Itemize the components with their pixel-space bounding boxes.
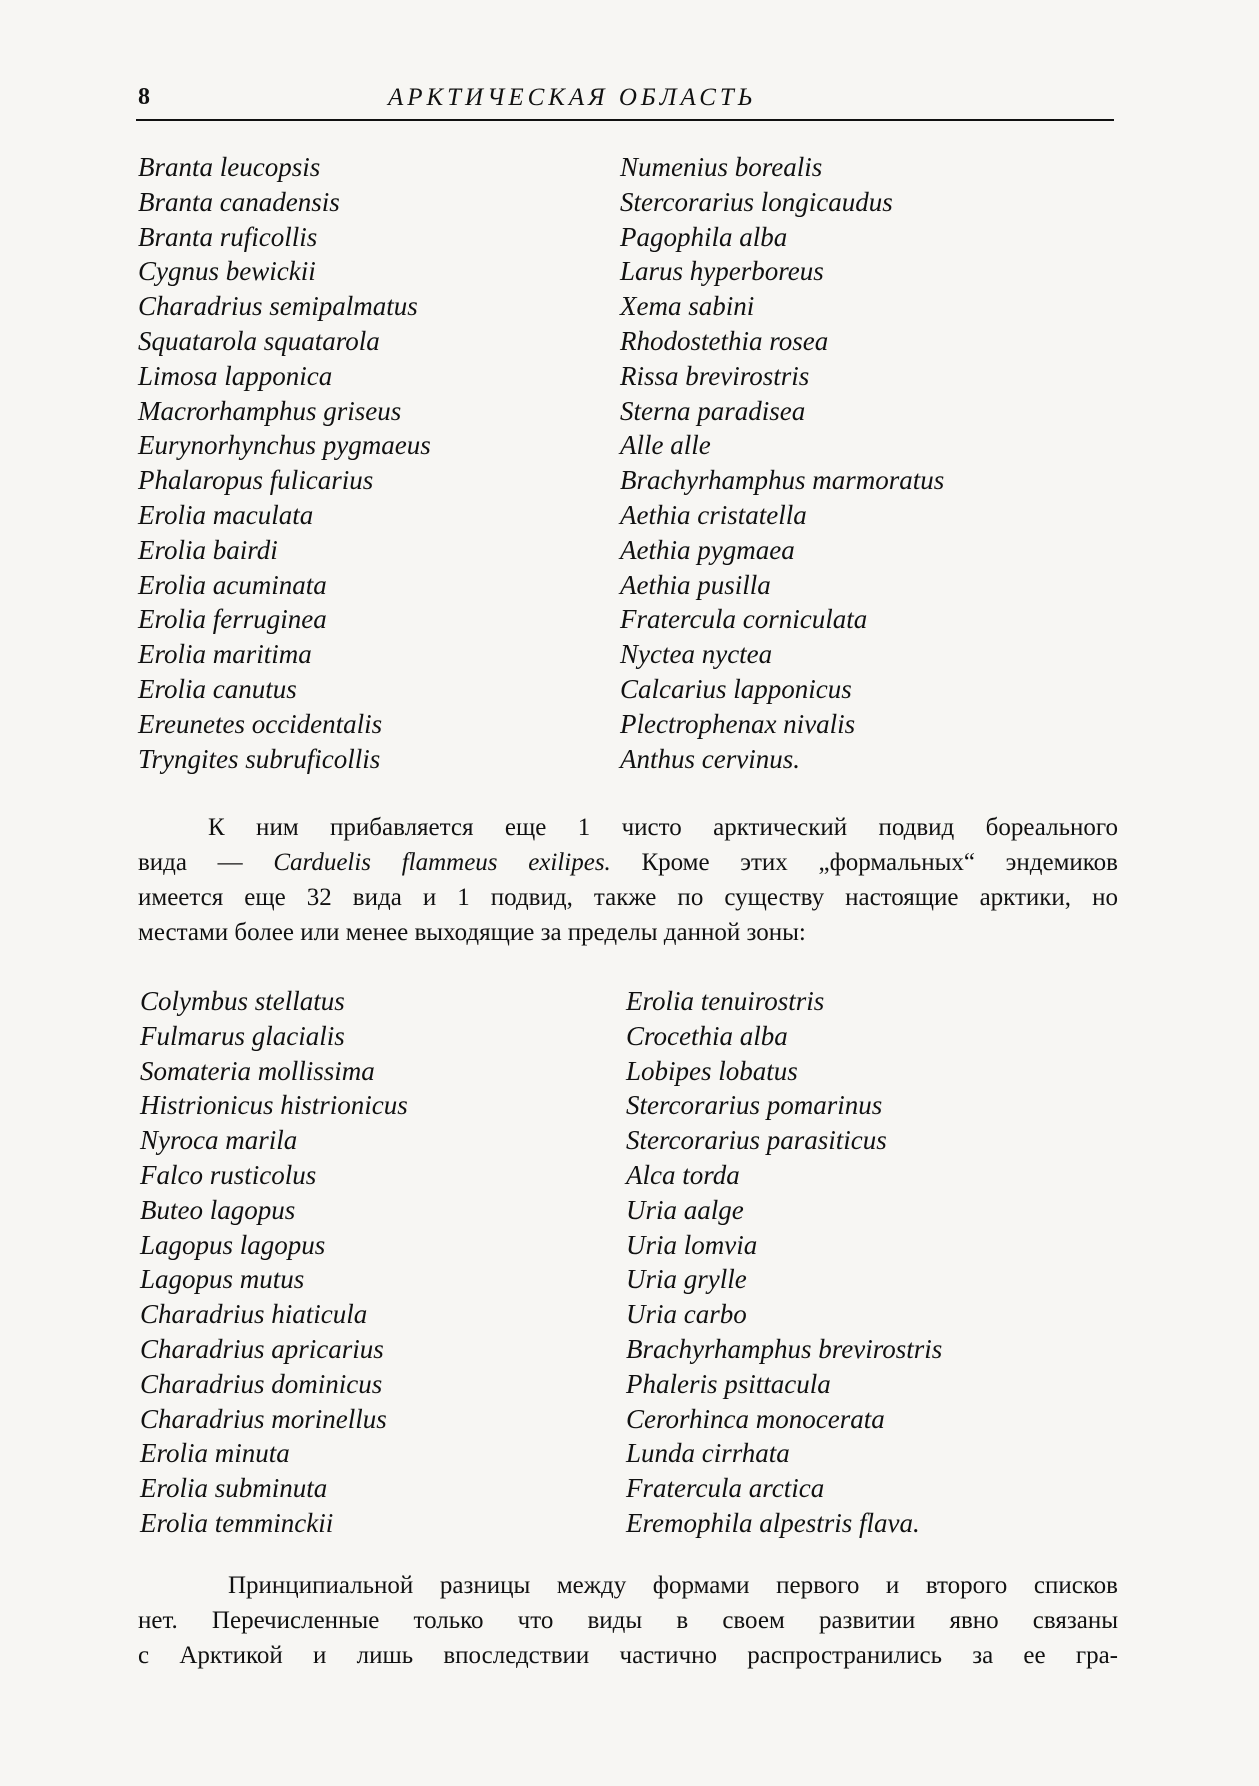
species-name: Uria grylle: [626, 1264, 747, 1295]
species-name: Phaleris psittacula: [626, 1368, 831, 1399]
paragraph-1-line: К ним прибавляется еще 1 чисто арктический подвид бореального: [208, 814, 1118, 841]
species-name: Stercorarius pomarinus: [626, 1090, 883, 1121]
species-name: Fratercula corniculata: [620, 604, 868, 635]
species-name: Aethia cristatella: [620, 499, 807, 530]
species-name: Erolia ferruginea: [138, 604, 327, 635]
species-name: Erolia acuminata: [138, 569, 327, 600]
species-name: Buteo lagopus: [140, 1194, 296, 1225]
species-name: Numenius borealis: [620, 152, 823, 182]
species-name: Lagopus mutus: [140, 1264, 305, 1295]
species-name: Cerorhinca monocerata: [626, 1403, 885, 1434]
species-name: Branta canadensis: [138, 186, 340, 217]
paragraph-2-line: Принципиальной разницы между формами первого и второго списков: [228, 1572, 1118, 1599]
species-list-2-right: [626, 984, 942, 1541]
paragraph-2-line: нет. Перечисленные только что виды в своем развитии явно связаны: [138, 1607, 1118, 1634]
species-name: Charadrius semipalmatus: [138, 291, 418, 322]
species-name: Rhodostethia rosea: [620, 325, 829, 356]
species-name: Charadrius morinellus: [140, 1403, 387, 1434]
running-head-title: АРКТИЧЕСКАЯ ОБЛАСТЬ: [388, 84, 757, 111]
species-name: Tryngites subruficollis: [138, 743, 381, 774]
species-name: Erolia maculata: [138, 499, 314, 530]
species-name: Charadrius apricarius: [140, 1333, 384, 1364]
species-name: Eremophila alpestris flava.: [626, 1507, 920, 1538]
species-name: Aethia pusilla: [620, 569, 771, 600]
paragraph-1-line: имеется еще 32 вида и 1 подвид, также по существу настоящие арктики, но: [138, 884, 1118, 911]
species-name: Phalaropus fulicarius: [138, 465, 374, 496]
species-name: Lunda cirrhata: [626, 1438, 790, 1469]
species-name: Stercorarius parasiticus: [626, 1125, 887, 1156]
species-list-1-right: [620, 150, 944, 776]
species-name: Fulmarus glacialis: [140, 1020, 345, 1051]
species-name: Brachyrhamphus brevirostris: [626, 1333, 943, 1364]
species-name: Uria aalge: [626, 1194, 744, 1225]
species-name: Alle alle: [620, 430, 711, 461]
species-name: Plectrophenax nivalis: [620, 708, 856, 739]
species-name: Fratercula arctica: [626, 1473, 825, 1504]
paragraph-2: [138, 1568, 1118, 1673]
species-name: Nyroca marila: [140, 1125, 298, 1156]
species-name: Sterna paradisea: [620, 395, 806, 426]
page-number: 8: [138, 84, 150, 110]
species-name: Larus hyperboreus: [620, 256, 824, 287]
species-name: Cygnus bewickii: [138, 256, 316, 287]
species-name: Brachyrhamphus marmoratus: [620, 465, 945, 496]
species-name: Rissa brevirostris: [620, 360, 810, 391]
species-name: Squatarola squatarola: [138, 325, 380, 356]
species-name: Calcarius lapponicus: [620, 673, 852, 704]
species-name: Somateria mollissima: [140, 1055, 375, 1086]
species-name: Aethia pygmaea: [620, 534, 795, 565]
species-name: Branta leucopsis: [138, 152, 321, 182]
paragraph-1-line: местами более или менее выходящие за пределы данной зоны:: [138, 919, 806, 946]
paragraph-1: [138, 810, 1118, 950]
species-name: Uria carbo: [626, 1299, 747, 1330]
species-list-1-left: [138, 150, 431, 776]
species-name: Falco rusticolus: [140, 1159, 317, 1190]
species-name: Erolia tenuirostris: [626, 986, 825, 1016]
species-name: Branta ruficollis: [138, 221, 318, 252]
header-rule: [136, 119, 1114, 121]
species-name: Uria lomvia: [626, 1229, 758, 1260]
species-name: Erolia bairdi: [138, 534, 278, 565]
species-name: Eurynorhynchus pygmaeus: [138, 430, 431, 461]
paragraph-1-text: вида —: [138, 849, 274, 876]
species-list-2-left: [140, 984, 408, 1541]
species-name: Xema sabini: [620, 291, 755, 322]
species-name: Crocethia alba: [626, 1020, 788, 1051]
species-name: Erolia maritima: [138, 639, 312, 670]
paragraph-1-line: [138, 845, 1118, 880]
species-name: Erolia minuta: [140, 1438, 290, 1469]
species-name: Pagophila alba: [620, 221, 788, 252]
species-name: Erolia subminuta: [140, 1473, 328, 1504]
species-name: Erolia canutus: [138, 673, 297, 704]
species-name: Alca torda: [626, 1159, 740, 1190]
species-name: Ereunetes occidentalis: [138, 708, 383, 739]
species-name: Colymbus stellatus: [140, 986, 345, 1016]
paragraph-2-line: с Арктикой и лишь впоследствии частично распространились за ее гра-: [138, 1642, 1118, 1669]
species-name: Charadrius dominicus: [140, 1368, 383, 1399]
species-name: Macrorhamphus griseus: [138, 395, 402, 426]
species-name: Lobipes lobatus: [626, 1055, 798, 1086]
species-name: Charadrius hiaticula: [140, 1299, 368, 1330]
inline-species-name: Carduelis flammeus exilipes.: [273, 849, 611, 876]
species-name: Histrionicus histrionicus: [140, 1090, 408, 1121]
species-name: Anthus cervinus.: [620, 743, 800, 774]
species-name: Nyctea nyctea: [620, 639, 773, 670]
species-name: Lagopus lagopus: [140, 1229, 326, 1260]
paragraph-1-text: Кроме этих „формальных“ эндемиков: [610, 849, 1118, 876]
species-name: Limosa lapponica: [138, 360, 333, 391]
species-name: Erolia temminckii: [140, 1507, 334, 1538]
species-name: Stercorarius longicaudus: [620, 186, 893, 217]
